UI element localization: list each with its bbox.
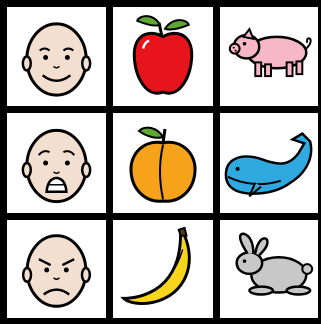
apple-icon [113, 7, 213, 106]
cell-rabbit[interactable] [220, 220, 318, 318]
cell-pig[interactable] [220, 7, 318, 106]
cell-peach[interactable] [113, 113, 213, 213]
cell-whale[interactable] [220, 113, 318, 213]
cell-banana[interactable] [113, 220, 213, 318]
cell-sad-face[interactable] [7, 113, 106, 213]
cell-happy-face[interactable] [7, 7, 106, 106]
whale-icon [220, 113, 318, 213]
sad-face-icon [7, 113, 106, 213]
cell-angry-face[interactable] [7, 220, 106, 318]
happy-face-icon [7, 7, 106, 106]
pig-icon [220, 7, 318, 106]
banana-icon [113, 220, 213, 318]
angry-face-icon [7, 220, 106, 318]
peach-icon [113, 113, 213, 213]
rabbit-icon [220, 220, 318, 318]
cell-apple[interactable] [113, 7, 213, 106]
